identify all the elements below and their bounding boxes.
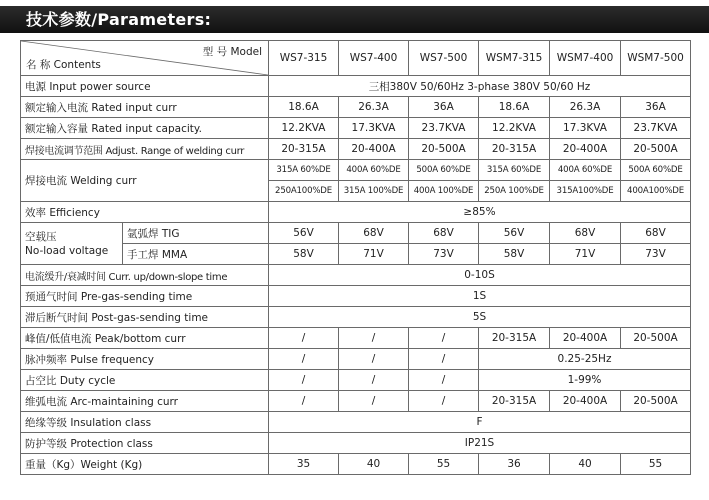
cell-value: 250A100%DE xyxy=(269,181,339,202)
table-row xyxy=(21,286,691,307)
row-label: 额定输入电流 Rated input curr xyxy=(21,97,269,118)
cell-value: 20-500A xyxy=(621,328,691,349)
row-value: 1S xyxy=(269,286,691,307)
cell-value: 20-400A xyxy=(550,391,621,412)
cell-value: 12.2KVA xyxy=(479,118,550,139)
cell-value: 400A 100%DE xyxy=(409,181,479,202)
cell-value: 40 xyxy=(550,454,621,475)
row-value: 5S xyxy=(269,307,691,328)
cell-value: 20-500A xyxy=(621,391,691,412)
header-contents-label: 名 称 Contents xyxy=(26,59,101,71)
page-title-banner: 技术参数/Parameters: xyxy=(0,6,709,33)
cell-value: 56V xyxy=(479,223,550,244)
cell-value: / xyxy=(269,391,339,412)
model-header: WSM7-400 xyxy=(550,41,621,76)
cell-value: 17.3KVA xyxy=(550,118,621,139)
model-header: WS7-315 xyxy=(269,41,339,76)
table-row xyxy=(21,307,691,328)
cell-value: 55 xyxy=(621,454,691,475)
cell-value: 36A xyxy=(621,97,691,118)
table-row xyxy=(21,223,691,244)
row-value: 0.25-25Hz xyxy=(479,349,691,370)
cell-value: 71V xyxy=(550,244,621,265)
cell-value: 73V xyxy=(621,244,691,265)
row-label: 峰值/低值电流 Peak/bottom curr xyxy=(21,328,269,349)
cell-value: 500A 60%DE xyxy=(621,160,691,181)
cell-value: 68V xyxy=(339,223,409,244)
cell-value: 20-315A xyxy=(479,328,550,349)
cell-value: 20-500A xyxy=(409,139,479,160)
row-label: 重量（Kg）Weight (Kg) xyxy=(21,454,269,475)
cell-value: 26.3A xyxy=(339,97,409,118)
table-row xyxy=(21,328,691,349)
table-row xyxy=(21,202,691,223)
cell-value: 400A 60%DE xyxy=(550,160,621,181)
cell-value: 315A 60%DE xyxy=(269,160,339,181)
header-model-label: 型 号 Model xyxy=(202,46,262,58)
cell-value: 56V xyxy=(269,223,339,244)
cell-value: 71V xyxy=(339,244,409,265)
no-load-label-en: No-load voltage xyxy=(25,244,109,257)
cell-value: / xyxy=(409,391,479,412)
cell-value: / xyxy=(269,328,339,349)
cell-value: / xyxy=(339,349,409,370)
table-row xyxy=(21,412,691,433)
cell-value: 400A 60%DE xyxy=(339,160,409,181)
table-row xyxy=(21,349,691,370)
table-row xyxy=(21,76,691,97)
no-load-label-cn: 空载压 xyxy=(25,230,57,243)
row-value: ≥85% xyxy=(269,202,691,223)
cell-value: / xyxy=(409,370,479,391)
row-sublabel: 手工焊 MMA xyxy=(123,244,269,265)
cell-value: 20-400A xyxy=(550,328,621,349)
row-label: 电流缓升/衰减时间 Curr. up/down-slope time xyxy=(21,265,269,286)
cell-value: 500A 60%DE xyxy=(409,160,479,181)
cell-value: / xyxy=(339,391,409,412)
cell-value: 23.7KVA xyxy=(409,118,479,139)
cell-value: 36 xyxy=(479,454,550,475)
cell-value: 17.3KVA xyxy=(339,118,409,139)
cell-value: 58V xyxy=(269,244,339,265)
model-header: WSM7-315 xyxy=(479,41,550,76)
cell-value: 68V xyxy=(550,223,621,244)
row-value: F xyxy=(269,412,691,433)
table-row xyxy=(21,97,691,118)
cell-value: / xyxy=(409,328,479,349)
table-row xyxy=(21,370,691,391)
parameters-table xyxy=(20,40,691,475)
model-header: WSM7-500 xyxy=(621,41,691,76)
cell-value: / xyxy=(339,370,409,391)
header-row xyxy=(21,41,691,76)
row-label: 焊接电流调节范围 Adjust. Range of welding curr xyxy=(21,139,269,160)
cell-value: 12.2KVA xyxy=(269,118,339,139)
row-sublabel: 氩弧焊 TIG xyxy=(123,223,269,244)
table-row xyxy=(21,160,691,181)
cell-value: 35 xyxy=(269,454,339,475)
table-row xyxy=(21,391,691,412)
row-label: 脉冲频率 Pulse frequency xyxy=(21,349,269,370)
cell-value: 40 xyxy=(339,454,409,475)
cell-value: 68V xyxy=(621,223,691,244)
table-row xyxy=(21,265,691,286)
row-label: 预通气时间 Pre-gas-sending time xyxy=(21,286,269,307)
cell-value: 55 xyxy=(409,454,479,475)
no-load-voltage-label xyxy=(21,223,123,265)
row-label: 绝缘等级 Insulation class xyxy=(21,412,269,433)
cell-value: 18.6A xyxy=(479,97,550,118)
table-row xyxy=(21,139,691,160)
row-value: 0-10S xyxy=(269,265,691,286)
cell-value: 58V xyxy=(479,244,550,265)
row-label: 防护等级 Protection class xyxy=(21,433,269,454)
row-value: 1-99% xyxy=(479,370,691,391)
cell-value: 36A xyxy=(409,97,479,118)
cell-value: / xyxy=(269,349,339,370)
cell-value: 315A100%DE xyxy=(550,181,621,202)
cell-value: 23.7KVA xyxy=(621,118,691,139)
row-label: 占空比 Duty cycle xyxy=(21,370,269,391)
cell-value: 315A 100%DE xyxy=(339,181,409,202)
cell-value: 20-500A xyxy=(621,139,691,160)
row-label: 滞后断气时间 Post-gas-sending time xyxy=(21,307,269,328)
cell-value: 250A 100%DE xyxy=(479,181,550,202)
cell-value: / xyxy=(269,370,339,391)
row-value: 三相380V 50/60Hz 3-phase 380V 50/60 Hz xyxy=(269,76,691,97)
row-label: 效率 Efficiency xyxy=(21,202,269,223)
cell-value: 20-315A xyxy=(269,139,339,160)
model-header: WS7-400 xyxy=(339,41,409,76)
cell-value: 20-315A xyxy=(479,391,550,412)
row-label: 焊接电流 Welding curr xyxy=(21,160,269,202)
row-label: 电源 Input power source xyxy=(21,76,269,97)
cell-value: 315A 60%DE xyxy=(479,160,550,181)
table-row xyxy=(21,433,691,454)
cell-value: / xyxy=(339,328,409,349)
row-label: 额定输入容量 Rated input capacity. xyxy=(21,118,269,139)
header-corner-cell xyxy=(21,41,269,76)
cell-value: 400A100%DE xyxy=(621,181,691,202)
model-header: WS7-500 xyxy=(409,41,479,76)
cell-value: / xyxy=(409,349,479,370)
cell-value: 68V xyxy=(409,223,479,244)
row-label: 维弧电流 Arc-maintaining curr xyxy=(21,391,269,412)
cell-value: 18.6A xyxy=(269,97,339,118)
cell-value: 73V xyxy=(409,244,479,265)
cell-value: 26.3A xyxy=(550,97,621,118)
cell-value: 20-400A xyxy=(550,139,621,160)
cell-value: 20-315A xyxy=(479,139,550,160)
table-row xyxy=(21,118,691,139)
cell-value: 20-400A xyxy=(339,139,409,160)
row-value: IP21S xyxy=(269,433,691,454)
table-row xyxy=(21,454,691,475)
